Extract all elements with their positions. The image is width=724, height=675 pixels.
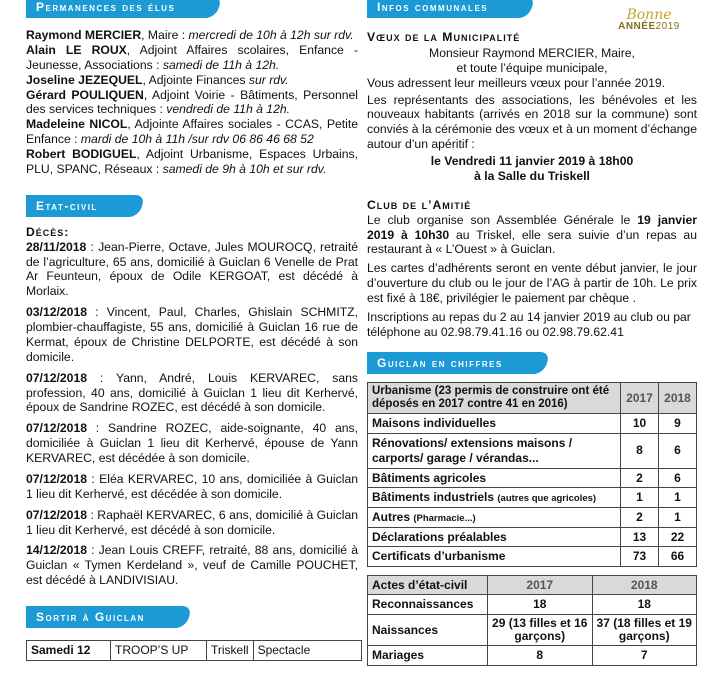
table-cell: 13	[621, 527, 659, 547]
permanences-list	[26, 28, 358, 177]
deces-text: : Jean-Pierre, Octave, Jules MOUROCQ, retraité de l’agriculture, 65 ans, domicilié à Guiclan 6 Venelle de Prat Ar Feunteun, époux de Odile KERGOAT, est décédé à Morlaix.	[26, 239, 358, 299]
elu-role: , Adjoint Voirie - Bâtiments, Personnel des services techniques :	[26, 87, 358, 117]
table-cell: 6	[659, 433, 697, 468]
right-column	[367, 0, 697, 666]
elu-name: Madeleine NICOL	[26, 117, 128, 132]
table-header: Urbanisme (23 permis de construire ont été déposés en 2017 contre 41 en 2016)	[368, 382, 621, 413]
table-cell: 10	[621, 414, 659, 434]
deces-date: 07/12/2018	[26, 507, 87, 522]
deces-entry	[26, 508, 358, 538]
table-cell: 2	[621, 468, 659, 488]
deces-entry	[26, 543, 358, 588]
table-cell: 8	[488, 646, 593, 666]
chiffres-banner: Guiclan en chiffres	[367, 352, 537, 374]
elu-role: , Adjointe Affaires sociales - CCAS, Petite Enfance :	[26, 117, 358, 147]
club-title: Club de l’Amitié	[367, 197, 472, 212]
elu-schedule: mercredi de 10h à 12h sur rdv.	[188, 28, 354, 42]
table-cell: Rénovations/ extensions maisons / carports/ garage / vérandas...	[368, 433, 621, 468]
table-header: 2018	[659, 382, 697, 413]
table-row	[368, 414, 697, 434]
deces-entry	[26, 472, 358, 502]
table-cell	[368, 507, 621, 527]
club-text: Le club organise son Assemblée Générale le	[367, 212, 638, 227]
deces-entry	[26, 305, 358, 365]
table-cell: Bâtiments agricoles	[368, 468, 621, 488]
table-header: 2017	[488, 575, 593, 595]
table-cell: Déclarations préalables	[368, 527, 621, 547]
elu-entry	[26, 117, 358, 147]
table-cell: 8	[621, 433, 659, 468]
table-cell: 2	[621, 507, 659, 527]
table-cell: Samedi 12	[27, 641, 111, 661]
table-cell: 1	[621, 488, 659, 508]
club-paragraph	[367, 213, 697, 258]
deces-entry	[26, 371, 358, 416]
table-header: 2018	[592, 575, 697, 595]
deces-date: 07/12/2018	[26, 471, 87, 486]
row-note: (autres que agricoles)	[497, 493, 597, 505]
deces-date: 03/12/2018	[26, 305, 87, 320]
voeux-title: Vœux de la Municipalité	[367, 30, 521, 44]
sortir-table	[26, 640, 362, 661]
table-cell: TROOP’S UP	[111, 641, 207, 661]
deces-text: : Jean Louis CREFF, retraité, 88 ans, domicilié à Guiclan « Tymen Kerdeland », veuf de Camille POUCHET, est décédé à LANDIVISIAU.	[26, 543, 358, 588]
elu-name: Gérard POULIQUEN	[26, 87, 144, 102]
table-row	[368, 646, 697, 666]
table-cell: 22	[659, 527, 697, 547]
table-cell: Maisons individuelles	[368, 414, 621, 434]
deces-date: 14/12/2018	[26, 543, 87, 558]
table-cell: 9	[659, 414, 697, 434]
deces-text: : Vincent, Paul, Charles, Ghislain SCHMITZ, plombier-chauffagiste, 55 ans, domicilié à Guiclan 16 rue de Kermat, époux de Christine DELPORTE, est décédé à son domicile.	[26, 305, 358, 364]
row-label: Bâtiments industriels	[372, 490, 498, 505]
voeux-date: le Vendredi 11 janvier 2019 à 18h00	[430, 154, 634, 168]
table-header: Actes d’état-civil	[368, 575, 488, 595]
elu-entry	[26, 43, 358, 73]
logo-bonne: Bonne	[626, 7, 672, 23]
table-cell: Mariages	[368, 646, 488, 666]
sortir-banner: Sortir à Guiclan	[26, 606, 179, 628]
elu-entry	[26, 88, 358, 118]
voeux-line: Monsieur Raymond MERCIER, Maire,	[429, 45, 635, 60]
table-row	[368, 595, 697, 615]
club-paragraph: Inscriptions au repas du 2 au 14 janvier 2019 au club ou par téléphone au 02.98.79.41.16 ou 02.98.79.62.41	[367, 309, 691, 339]
deces-date: 28/11/2018	[26, 239, 87, 254]
elu-entry	[26, 147, 358, 177]
table-header: 2017	[621, 382, 659, 413]
permanences-banner: Permanences des élus	[26, 0, 209, 18]
elu-schedule: samedi de 9h à 10h et sur rdv.	[162, 161, 327, 176]
actes-table	[367, 575, 697, 666]
elu-name: Robert BODIGUEL	[26, 147, 137, 161]
table-cell: 1	[659, 488, 697, 508]
table-row	[368, 527, 697, 547]
row-note: (Pharmacie...)	[413, 512, 476, 524]
elu-entry	[26, 28, 358, 43]
elu-name: Joseline JEZEQUEL	[26, 72, 143, 87]
deces-text: : Eléa KERVAREC, 10 ans, domiciliée à Guiclan 1 lieu dit Kerhervé, est décédée à son domicile.	[26, 471, 358, 501]
club-date: 19 janvier 2019 à 10h30	[367, 212, 697, 242]
elu-schedule: sur rdv.	[248, 72, 289, 87]
table-cell: 18	[592, 595, 697, 615]
elu-role: , Adjoint Affaires scolaires, Enfance - Jeunesse, Associations :	[26, 42, 358, 72]
club-paragraph: Les cartes d’adhérents seront en vente début janvier, le jour d’ouverture du club ou le jour de l’AG à partir de 10h. Le prix est fixé à 18€, privilégier le paiement par chèque .	[367, 261, 697, 305]
club-text: au Triskel, elle sera suivie d’un repas au restaurant à « L’Ouest » à Guiclan.	[367, 227, 697, 257]
table-row	[27, 641, 362, 661]
deces-text: : Sandrine ROZEC, aide-soignante, 40 ans, domiciliée à Guiclan 1 lieu dit Kerhervé, épouse de Yann KERVAREC, est décédée à son domicile.	[26, 421, 358, 465]
table-cell	[368, 488, 621, 508]
row-label: Autres	[372, 509, 414, 524]
elu-schedule: vendredi de 11h à 12h.	[166, 102, 291, 117]
deces-date: 07/12/2018	[26, 370, 87, 385]
elu-schedule: samedi de 11h à 12h.	[162, 57, 280, 72]
urbanisme-table	[367, 382, 697, 567]
table-cell: 1	[659, 507, 697, 527]
voeux-line: et toute l’équipe municipale,	[456, 60, 608, 75]
table-cell: Triskell	[207, 641, 254, 661]
deces-text: : Raphaël KERVAREC, 6 ans, domicilié à Guiclan 1 lieu dit Kerhervé, est décédé à son domicile.	[26, 507, 358, 537]
table-header-row	[368, 382, 697, 413]
table-cell: 66	[659, 547, 697, 567]
etat-civil-banner: Etat-civil	[26, 195, 132, 217]
logo-year: 2019	[655, 21, 680, 32]
table-row	[368, 488, 697, 508]
table-row	[368, 507, 697, 527]
deces-entry	[26, 240, 358, 300]
voeux-paragraph: Les représentants des associations, les bénévoles et les nouveaux habitants (arrivés en 2018 sur la commune) sont conviés à la cérémonie des vœux et à un moment d’échange autour d’un apéritif :	[367, 92, 697, 152]
table-cell: Reconnaissances	[368, 595, 488, 615]
deces-entry	[26, 421, 358, 466]
elu-name: Raymond MERCIER	[26, 28, 142, 42]
deces-text: : Yann, André, Louis KERVAREC, sans profession, 40 ans, domicilié à Guiclan 1 lieu dit Kerhervé, époux de Sandrine ROZEC, est décédé à son domicile.	[26, 370, 358, 415]
left-column	[26, 0, 358, 661]
voeux-place: à la Salle du Triskell	[474, 168, 590, 183]
table-header-row	[368, 575, 697, 595]
infos-banner: Infos communales	[367, 0, 522, 18]
table-row	[368, 468, 697, 488]
table-cell: Naissances	[368, 615, 488, 646]
table-cell: 37 (18 filles et 19 garçons)	[592, 615, 697, 646]
elu-name: Alain LE ROUX	[26, 42, 127, 57]
elu-role: , Adjointe Finances	[142, 72, 249, 87]
logo-annee: ANNÉE	[618, 21, 656, 32]
table-cell: 6	[659, 468, 697, 488]
elu-role: , Adjoint Urbanisme, Espaces Urbains, PLU, SPANC, Réseaux :	[26, 147, 358, 176]
elu-entry	[26, 73, 358, 88]
table-cell: 18	[488, 595, 593, 615]
voeux-line: Vous adressent leur meilleurs vœux pour l’année 2019.	[367, 75, 666, 90]
table-cell: 73	[621, 547, 659, 567]
deces-section	[26, 225, 358, 588]
table-cell: 29 (13 filles et 16 garçons)	[488, 615, 593, 646]
deces-date: 07/12/2018	[26, 421, 87, 436]
bonne-annee-logo	[599, 8, 699, 32]
table-cell: Certificats d’urbanisme	[368, 547, 621, 567]
table-row	[368, 433, 697, 468]
table-row	[368, 615, 697, 646]
elu-role: , Maire :	[141, 28, 189, 42]
table-cell: Spectacle	[253, 641, 361, 661]
table-row	[368, 547, 697, 567]
table-cell: 7	[592, 646, 697, 666]
elu-schedule: mardi de 10h à 11h /sur rdv 06 86 46 68 52	[80, 132, 314, 147]
deces-heading: Décès:	[26, 224, 70, 239]
